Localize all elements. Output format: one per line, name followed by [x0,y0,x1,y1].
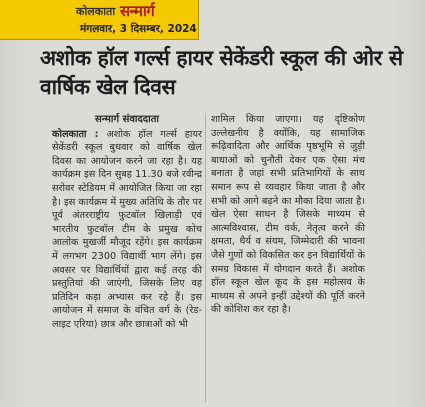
masthead [0,0,199,40]
article-headline: अशोक हॉल गर्ल्स हायर सेकेंडरी स्कूल की ओर से वार्षिक खेल दिवस [40,46,403,99]
article-dateline: कोलकाता : [52,128,99,140]
masthead-brand: सन्मार्ग [120,2,155,20]
right-column-text: शामिल किया जाएगा। यह दृष्टिकोण उल्लेखनीय है क्योंकि, यह सामाजिक रूढ़िवादिता और आर्थिक पृष्ठभूमि से जुड़ी बाधाओं को चुनौती देकर एक ऐसा मंच बनाता है जहां सभी प्रतिभागियों के साथ समान रूप से व्यवहार किया जाता है और सभी को आगे बढ़ने का मौका दिया जाता है। खेल ऐसा साधन है जिसके माध्यम से आत्मविश्वास, टीम वर्क, नेतृत्व करने की क्षमता, धैर्य व संयम, जिम्मेदारी की भावना जैसे गुणों को विकसित कर इन विद्यार्थियों के समग्र विकास में योगदान करते हैं। अशोक हॉल स्कूल खेल कूद के इस महोत्सव के माध्यम से अपने इन्हीं उद्देश्यों की पूर्ति करने की कोशिश कर रहा है। [211,114,365,316]
masthead-city: कोलकाता [76,5,116,18]
masthead-date: मंगलवार, 3 दिसम्बर, 2024 [80,23,197,35]
article-paragraph-left [52,128,202,332]
column-divider [205,113,206,403]
article-byline: सन्मार्ग संवाददाता [94,114,160,125]
article-column-left [52,113,202,332]
left-column-text: अशोक हॉल गर्ल्स हायर सेकेंडरी स्कूल बुधवार को वार्षिक खेल दिवस का आयोजन करने जा रहा है। यह कार्यक्रम इस दिन सुबह 11.30 बजे रवीन्द्र सरोवर स्टेडियम में आयोजित किया जा रहा है। इस कार्यक्रम में मुख्य अतिथि के तौर पर पूर्व अंतरराष्ट्रीय फुटबॉल खिलाड़ी एवं भारतीय फुटबॉल टीम के प्रमुख कोच आलोक मुखर्जी मौजूद रहेंगे। इस कार्यक्रम में लगभग 2300 विद्यार्थी भाग लेंगे। इस अवसर पर विद्यार्थियों द्वारा कई तरह की प्रस्तुतियां की जाएंगी, जिसके लिए वह प्रतिदिन कड़ा अभ्यास कर रहे हैं। इस आयोजन में समाज के वंचित वर्ग के (रेड-लाइट एरिया) छात्र और छात्राओं को भी [52,128,202,330]
article-column-right [211,113,365,317]
